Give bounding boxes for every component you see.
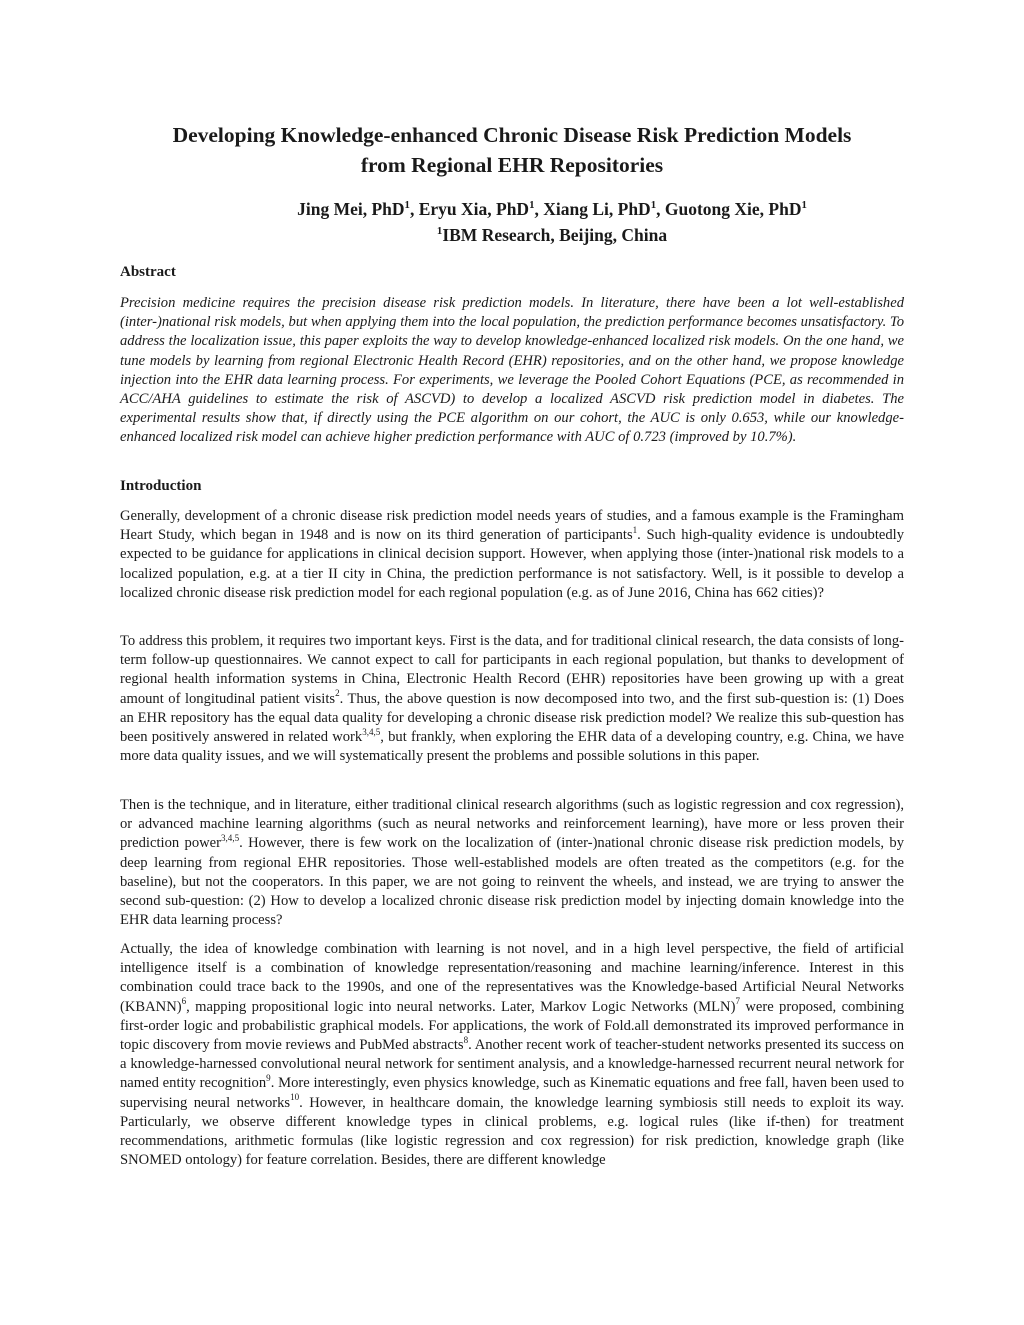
title-line-1: Developing Knowledge-enhanced Chronic Disease Risk Prediction Models	[172, 123, 852, 147]
paper-title	[100, 120, 924, 180]
author-3: Xiang Li, PhD	[543, 199, 651, 219]
intro-p4-text-e: . More interestingly, even physics knowledge, such as Kinematic equations and free fall, haven been used to supervising neural networks	[120, 1075, 904, 1111]
intro-paragraph-2	[120, 632, 904, 766]
intro-p1-text-b: . Such high-quality evidence is undoubtedly expected to be guidance for applications in clinical decision support. However, when applying those (inter-)national risk models to a localized population, e.g. at a tier II city in China, the prediction performance is not satisfactory. Well, is it possible to develop a localized chronic disease risk prediction model for each regional population (e.g. as of June 2016, China has 662 cities)?	[120, 527, 905, 601]
title-line-2: from Regional EHR Repositories	[360, 153, 664, 177]
author-1: Jing Mei, PhD	[297, 199, 405, 219]
affil-mark: 1	[436, 224, 443, 237]
affil-mark: 1	[404, 198, 410, 211]
citation-ref: 7	[735, 996, 740, 1007]
intro-paragraph-4	[120, 940, 904, 1170]
citation-ref: 10	[290, 1092, 300, 1103]
citation-ref: 1	[632, 524, 638, 535]
abstract-heading: Abstract	[120, 264, 176, 280]
citation-ref: 9	[266, 1073, 271, 1084]
intro-p2-text-c: , but frankly, when exploring the EHR data of a developing country, e.g. China, we have more data quality issues, and we will systematically present the problems and possible solutions in this paper.	[120, 729, 905, 765]
intro-p2-text-a: To address this problem, it requires two important keys. First is the data, and for traditional clinical research, the data consists of long-term follow-up questionnaires. We cannot expect to call for participants in each regional population, but thanks to development of regional health information systems in China, Electronic Health Record (EHR) repositories have been growing up with a great amount of longitudinal patient visits	[120, 633, 904, 707]
intro-p4-text-f: . However, in healthcare domain, the knowledge learning symbiosis still needs to exploit its way. Particularly, we observe different knowledge types in clinical problems, e.g. logical rules (like if-then) for treatment recommendations, arithmetic formulas (like logistic regression and cox regression) for risk prediction, knowledge graph (like SNOMED ontology) for feature correlation. Besides, there are different knowledge	[120, 1094, 904, 1169]
affiliation	[140, 222, 964, 248]
affil-mark: 1	[650, 198, 657, 211]
citation-ref: 6	[181, 996, 187, 1007]
intro-p1-text-a: Generally, development of a chronic disease risk prediction model needs years of studies, and a famous example is the Framingham Heart Study, which began in 1948 and is now on its third generation of participants	[120, 508, 904, 544]
intro-p4-text-d: . Another recent work of teacher-student networks presented its success on a knowledge-harnessed convolutional neural network for sentiment analysis, and a knowledge-harnessed recurrent neural network for named entity recognition	[120, 1037, 904, 1092]
intro-p3-text-b: . However, there is few work on the localization of (inter-)national chronic disease risk prediction models, by deep learning from regional EHR repositories. Those well-established models are often treated as the competitors (e.g. for the baseline), but not the cooperators. In this paper, we are not going to reinvent the wheels, and instead, we are trying to answer the second sub-question: (2) How to develop a localized chronic disease risk prediction model by injecting domain knowledge into the EHR data learning process?	[120, 835, 904, 929]
author-block	[140, 196, 964, 248]
citation-ref: 8	[463, 1034, 469, 1045]
abstract-text: Precision medicine requires the precision disease risk prediction models. In literature, there have been a lot well-established (inter-)national risk models, but when applying them into the local population, the prediction performance becomes unsatisfactory. To address the localization issue, this paper exploits the way to develop knowledge-enhanced localized risk models. On the one hand, we tune models by learning from regional Electronic Health Record (EHR) repositories, and on the other hand, we propose knowledge injection into the EHR data learning process. For experiments, we leverage the Pooled Cohort Equations (PCE, as recommended in ACC/AHA guidelines to estimate the risk of ASCVD) to develop a localized ASCVD risk prediction model in diabetes. The experimental results show that, if directly using the PCE algorithm on our cohort, the AUC is only 0.653, while our knowledge-enhanced localized risk model can achieve higher prediction performance with AUC of 0.723 (improved by 10.7%).	[120, 295, 904, 446]
intro-p3-text-a: Then is the technique, and in literature, either traditional clinical research algorithms (such as logistic regression and cox regression), or advanced machine learning algorithms (such as neural networks and reinforcement learning), have more or less proven their prediction power	[120, 797, 904, 852]
citation-ref: 3,4,5	[362, 726, 381, 737]
intro-p4-text-c: were proposed, combining first-order logic and probabilistic graphical models. For applications, the work of Fold.all demonstrated its improved performance in topic discovery from movie reviews and PubMed abstracts	[120, 998, 904, 1054]
author-4: Guotong Xie, PhD	[664, 199, 802, 219]
introduction-heading: Introduction	[120, 478, 202, 494]
affil-mark: 1	[801, 198, 807, 211]
intro-p4-text-a: Actually, the idea of knowledge combination with learning is not novel, and in a high level perspective, the field of artificial intelligence itself is a combination of knowledge representation/reasoning and machine learning/inference. Interest in this combination could trace back to the 1990s, and one of the representatives was the Knowledge-based Artificial Neural Networks (KBANN)	[120, 941, 904, 1015]
intro-paragraph-1	[120, 507, 904, 603]
affil-mark: 1	[529, 198, 535, 211]
author-2: Eryu Xia, PhD	[418, 199, 530, 219]
intro-p2-text-b: . Thus, the above question is now decomposed into two, and the first sub-question is: (1) Does an EHR repository has the equal data quality for developing a chronic disease risk prediction model? We realize this sub-question has been positively answered in related work	[120, 690, 905, 746]
intro-p4-text-b: , mapping propositional logic into neural networks. Later, Markov Logic Networks (MLN)	[186, 998, 736, 1015]
citation-ref: 2	[335, 688, 340, 699]
citation-ref: 3,4,5	[221, 833, 240, 844]
intro-paragraph-3	[120, 796, 904, 930]
author-list: Jing Mei, PhD$^1$, Eryu Xia, PhD$^1$, Xiang Li, PhD$^1$, Guotong Xie, PhD$^1$	[297, 198, 807, 219]
affiliation-text: IBM Research, Beijing, China	[442, 225, 668, 245]
